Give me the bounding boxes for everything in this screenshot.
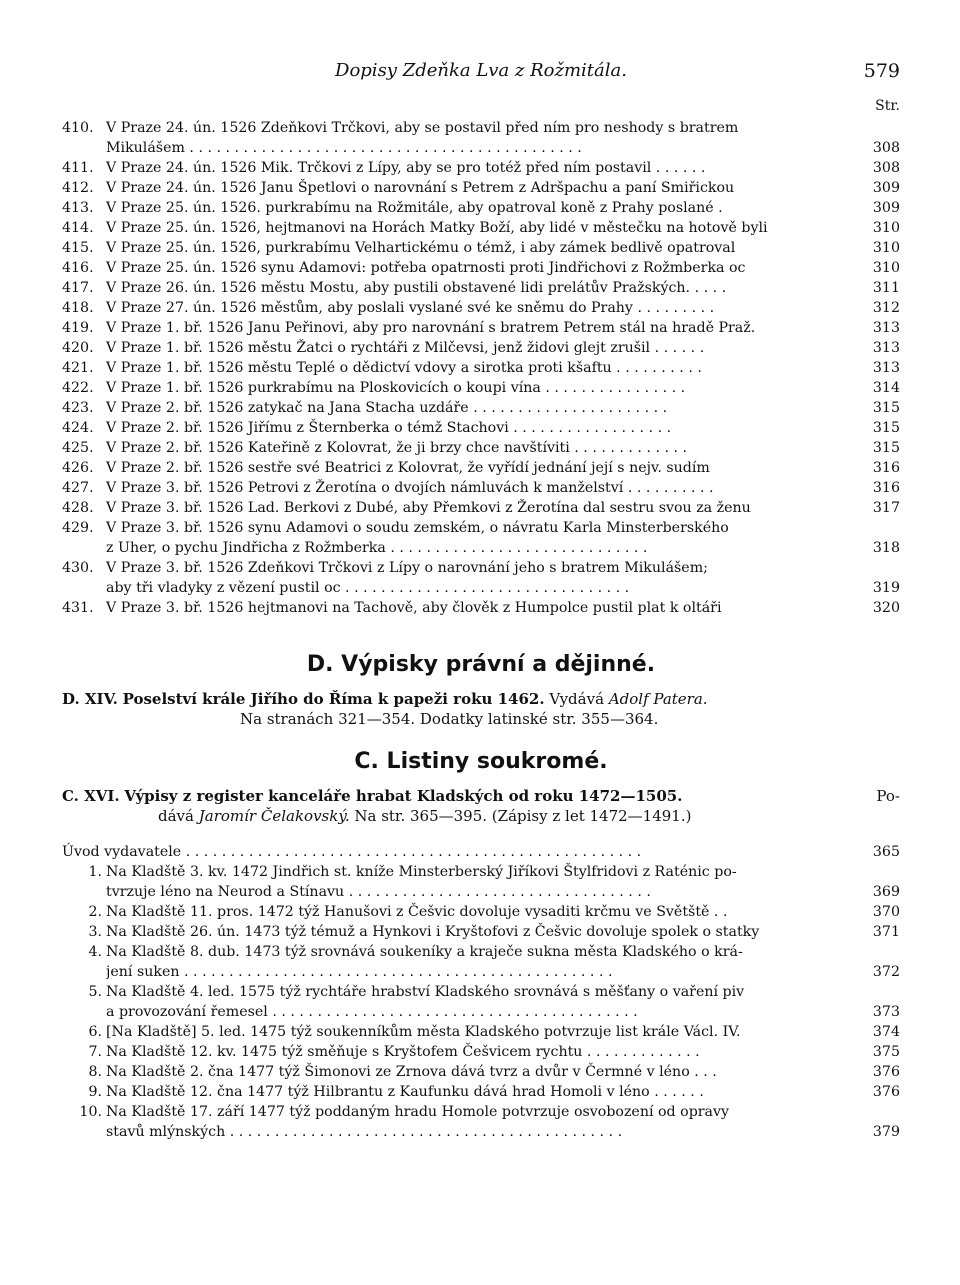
entry-number: 424. [62,420,94,436]
entry-text [106,258,858,278]
section-c-item-editor: Jaromír Čelakovský. [198,807,350,825]
letter-entry [62,558,900,598]
letter-entry [62,258,900,278]
entry-number: 421. [62,360,94,376]
entry-text [106,438,858,458]
letters-list [62,118,900,618]
entry-line: V Praze 2. bř. 1526 Jiřímu z Šternberka o témž Stachovi . . . . . . . . . . . . . . . . . . [106,420,672,436]
entry-line: Na Kladště 4. led. 1575 týž rychtáře hrabství Kladského srovnává s měšťany o vaření piv [106,984,745,1000]
entry-number: 429. [62,520,94,536]
entry-number: 8. [88,1064,102,1080]
section-d-item [62,689,900,729]
entry-page: 310 [872,240,900,256]
entry-line: V Praze 27. ún. 1526 městům, aby poslali vyslané své ke sněmu do Prahy . . . . . . . . . [106,300,715,316]
entry-page: 315 [872,440,900,456]
entry-page: 376 [872,1084,900,1100]
letter-entry [62,358,900,378]
entry-number: 420. [62,340,94,356]
entry-number: 423. [62,400,94,416]
entry-page: 316 [872,460,900,476]
entry-page: 372 [872,964,900,980]
letter-entry [62,158,900,178]
entry-page: 314 [872,380,900,396]
entry-text [106,418,858,438]
entry-text [106,922,858,942]
record-entry [62,1102,900,1142]
letter-entry [62,598,900,618]
entry-line: V Praze 24. ún. 1526 Zdeňkovi Trčkovi, aby se postavil před ním pro neshody s bratrem [106,120,739,136]
letter-entry [62,178,900,198]
entry-number: 2. [88,904,102,920]
letter-entry [62,218,900,238]
entry-text [106,358,858,378]
entry-line: V Praze 24. ún. 1526 Janu Špetlovi o narovnání s Petrem z Adršpachu a paní Smiřickou [106,180,735,196]
entry-text [106,178,858,198]
letter-entry [62,418,900,438]
entry-page: 371 [872,924,900,940]
page [62,52,900,1142]
entry-line: V Praze 1. bř. 1526 Janu Peřinovi, aby pro narovnání s bratrem Petrem stál na hradě Praž. [106,320,756,336]
entry-number: 411. [62,160,94,176]
letter-entry [62,298,900,318]
entry-line: V Praze 24. ún. 1526 Mik. Trčkovi z Lípy, aby se pro totéž před ním postavil . . . . . . [106,160,706,176]
entry-line: Na Kladště 3. kv. 1472 Jindřich st. kníže Minsterberský Jiříkovi Štylfridovi z Raténic po- [106,864,737,880]
letter-entry [62,518,900,558]
entry-number: 419. [62,320,94,336]
entry-text [106,458,858,478]
uvod-text: Úvod vydavatele . . . . . . . . . . . . . . . . . . . . . . . . . . . . . . . . . . . . . . . . . . . . . . . . . . . [62,844,642,860]
entry-page: 308 [872,160,900,176]
section-d-item-pages: Na stranách 321—354. Dodatky latinské str. 355—364. [240,710,659,728]
entry-page: 370 [872,904,900,920]
entry-page: 369 [872,884,900,900]
entry-page: 319 [872,580,900,596]
entry-text [106,318,858,338]
entry-text [106,298,858,318]
entry-text [106,478,858,498]
entry-line: V Praze 2. bř. 1526 Kateřině z Kolovrat, že ji brzy chce navštíviti . . . . . . . . . . . . . [106,440,688,456]
entry-page: 309 [872,200,900,216]
entry-number: 1. [88,864,102,880]
entry-line: V Praze 3. bř. 1526 synu Adamovi o soudu zemském, o návratu Karla Minsterberského [106,520,729,536]
entry-page: 313 [872,320,900,336]
entry-number: 417. [62,280,94,296]
entry-page: 313 [872,340,900,356]
section-d-heading: D. Výpisky právní a dějinné. [306,652,656,677]
entry-line: Na Kladště 26. ún. 1473 týž témuž a Hynkovi i Kryštofovi z Češvic dovoluje spolek o statky [106,924,760,940]
section-c-item-editor-prefix2: dává [158,807,194,825]
uvod-page: 365 [872,844,900,860]
record-entry [62,1022,900,1042]
entry-number: 414. [62,220,94,236]
letter-entry [62,238,900,258]
entry-line: V Praze 2. bř. 1526 sestře své Beatrici z Kolovrat, že vyřídí jednání její s nejv. sudím [106,460,710,476]
entry-text [106,198,858,218]
section-d-item-label: D. XIV. [62,690,118,708]
entry-line: Na Kladště 12. kv. 1475 týž směňuje s Kryštofem Češvicem rychtu . . . . . . . . . . . . . [106,1044,700,1060]
entry-line: Mikulášem . . . . . . . . . . . . . . . . . . . . . . . . . . . . . . . . . . . . . . . . . . . . [106,140,582,156]
entry-number: 7. [88,1044,102,1060]
entry-text [106,1042,858,1062]
entry-page: 312 [872,300,900,316]
entry-page: 318 [872,540,900,556]
letter-entry [62,458,900,478]
letter-entry [62,438,900,458]
entry-line: V Praze 3. bř. 1526 Zdeňkovi Trčkovi z Lípy o narovnání jeho s bratrem Mikulášem; [106,560,708,576]
record-entry [62,1062,900,1082]
entry-text [106,862,858,902]
entry-text [106,982,858,1022]
entry-line: V Praze 1. bř. 1526 městu Žatci o rychtáři z Milčevsi, jenž židovi glejt zrušil . . . . . . [106,340,705,356]
entry-number: 426. [62,460,94,476]
entry-text [106,118,858,158]
entry-text [106,558,858,598]
section-d-item-editor-prefix: Vydává [549,690,605,708]
entry-text [106,942,858,982]
section-c-item-pages: Na str. 365—395. (Zápisy z let 1472—1491.) [354,807,692,825]
entry-line: aby tři vladyky z vězení pustil oc . . . . . . . . . . . . . . . . . . . . . . . . . . . . . . . . [106,580,630,596]
entry-text [106,1062,858,1082]
uvod-entry [62,842,900,862]
section-c-item-label: C. XVI. [62,787,120,805]
entry-page: 375 [872,1044,900,1060]
record-entry [62,902,900,922]
entry-line: V Praze 25. ún. 1526, hejtmanovi na Horách Matky Boží, aby lidé v městečku na hotově byli [106,220,768,236]
entry-page: 315 [872,400,900,416]
section-c-heading: C. Listiny soukromé. [354,749,608,774]
letter-entry [62,498,900,518]
entry-page: 374 [872,1024,900,1040]
entry-line: [Na Kladště] 5. led. 1475 týž soukenníkům města Kladského potvrzuje list krále Václ. IV. [106,1024,741,1040]
entry-line: V Praze 3. bř. 1526 Lad. Berkovi z Dubé, aby Přemkovi z Žerotína dal sestru svou za ženu [106,500,751,516]
entry-line: Na Kladště 12. čna 1477 týž Hilbrantu z Kaufunku dává hrad Homoli v léno . . . . . . [106,1084,704,1100]
entry-text [106,498,858,518]
record-entry [62,1082,900,1102]
entry-page: 315 [872,420,900,436]
record-entry [62,922,900,942]
section-d-item-title: Poselství krále Jiřího do Říma k papeži roku 1462. [122,690,545,708]
entry-line: V Praze 3. bř. 1526 Petrovi z Žerotína o dvojích námluvách k manželství . . . . . . . . . . [106,480,714,496]
entry-page: 379 [872,1124,900,1140]
entry-page: 309 [872,180,900,196]
entry-number: 410. [62,120,94,136]
entry-page: 308 [872,140,900,156]
entry-number: 9. [88,1084,102,1100]
entry-number: 413. [62,200,94,216]
letter-entry [62,478,900,498]
entry-number: 418. [62,300,94,316]
record-entry [62,982,900,1022]
entry-line: Na Kladště 2. čna 1477 týž Šimonovi ze Zrnova dává tvrz a dvůr v Čermné v léno . . . [106,1064,717,1080]
entry-page: 376 [872,1064,900,1080]
entry-line: Na Kladště 8. dub. 1473 týž srovnává soukeníky a kraječe sukna města Kladského o krá- [106,944,743,960]
record-entry [62,942,900,982]
entry-number: 10. [79,1104,102,1120]
entry-number: 6. [88,1024,102,1040]
entry-text [106,278,858,298]
entry-text [106,902,858,922]
entry-text [106,218,858,238]
entry-page: 310 [872,220,900,236]
entry-text [106,378,858,398]
entry-text [106,338,858,358]
entry-line: V Praze 25. ún. 1526 synu Adamovi: potřeba opatrnosti proti Jindřichovi z Rožmberka oc [106,260,746,276]
entry-line: jení suken . . . . . . . . . . . . . . . . . . . . . . . . . . . . . . . . . . . . . . . . . . . . . . . . [106,964,613,980]
letter-entry [62,318,900,338]
entry-line: z Uher, o pychu Jindřicha z Rožmberka . . . . . . . . . . . . . . . . . . . . . . . . . . . . . [106,540,648,556]
entry-number: 4. [88,944,102,960]
records-list [62,862,900,1142]
entry-number: 422. [62,380,94,396]
entry-page: 373 [872,1004,900,1020]
entry-number: 427. [62,480,94,496]
entry-text [106,158,858,178]
entry-line: Na Kladště 11. pros. 1472 týž Hanušovi z Češvic dovoluje vysaditi krčmu ve Světště . . [106,904,728,920]
record-entry [62,1042,900,1062]
entry-line: stavů mlýnských . . . . . . . . . . . . . . . . . . . . . . . . . . . . . . . . . . . . . . . . . . . . [106,1124,623,1140]
entry-line: V Praze 1. bř. 1526 purkrabímu na Ploskovicích o koupi vína . . . . . . . . . . . . . . . . [106,380,686,396]
entry-line: V Praze 2. bř. 1526 zatykač na Jana Stacha uzdáře . . . . . . . . . . . . . . . . . . . . . . [106,400,668,416]
entry-text [106,1102,858,1142]
entry-number: 416. [62,260,94,276]
section-d-item-editor: Adolf Patera. [608,690,708,708]
entry-text [106,238,858,258]
entry-page: 313 [872,360,900,376]
entry-number: 3. [88,924,102,940]
entry-line: a provozování řemesel . . . . . . . . . . . . . . . . . . . . . . . . . . . . . . . . . . . . . . . . . [106,1004,638,1020]
section-c-item [62,786,900,826]
running-head-title: Dopisy Zdeňka Lva z Rožmitála. [335,60,627,81]
entry-text [106,518,858,558]
entry-text [106,1082,858,1102]
record-entry [62,862,900,902]
letter-entry [62,378,900,398]
letter-entry [62,338,900,358]
entry-line: Na Kladště 17. září 1477 týž poddaným hradu Homole potvrzuje osvobození od opravy [106,1104,730,1120]
entry-page: 320 [872,600,900,616]
entry-text [106,398,858,418]
entry-text [106,598,858,618]
entry-line: tvrzuje léno na Neurod a Stínavu . . . . . . . . . . . . . . . . . . . . . . . . . . . . . . . . . . [106,884,651,900]
entry-page: 311 [872,280,900,296]
entry-line: V Praze 26. ún. 1526 městu Mostu, aby pustili obstavené lidi prelátův Pražských. . . . . [106,280,727,296]
entry-line: V Praze 1. bř. 1526 městu Teplé o dědictví vdovy a sirotka proti kšaftu . . . . . . . . . . [106,360,702,376]
entry-line: V Praze 3. bř. 1526 hejtmanovi na Tachově, aby člověk z Humpolce pustil plat k oltáři [106,600,722,616]
page-number: 579 [863,60,900,82]
section-c-item-title: Výpisy z register kanceláře hrabat Kladských od roku 1472—1505. [124,787,683,805]
entry-number: 425. [62,440,94,456]
entry-number: 412. [62,180,94,196]
page-column-label: Str. [875,98,900,114]
letter-entry [62,198,900,218]
letter-entry [62,398,900,418]
entry-page: 316 [872,480,900,496]
entry-text [106,1022,858,1042]
letter-entry [62,118,900,158]
entry-number: 415. [62,240,94,256]
running-head [62,52,900,88]
entry-number: 428. [62,500,94,516]
section-c-item-editor-prefix1: Po- [876,787,900,805]
entry-page: 317 [872,500,900,516]
entry-line: V Praze 25. ún. 1526. purkrabímu na Rožmitále, aby opatroval koně z Prahy poslané . [106,200,723,216]
entry-number: 5. [88,984,102,1000]
entry-number: 431. [62,600,94,616]
entry-line: V Praze 25. ún. 1526, purkrabímu Velhartickému o témž, i aby zámek bedlivě opatroval [106,240,736,256]
letter-entry [62,278,900,298]
entry-number: 430. [62,560,94,576]
entry-page: 310 [872,260,900,276]
